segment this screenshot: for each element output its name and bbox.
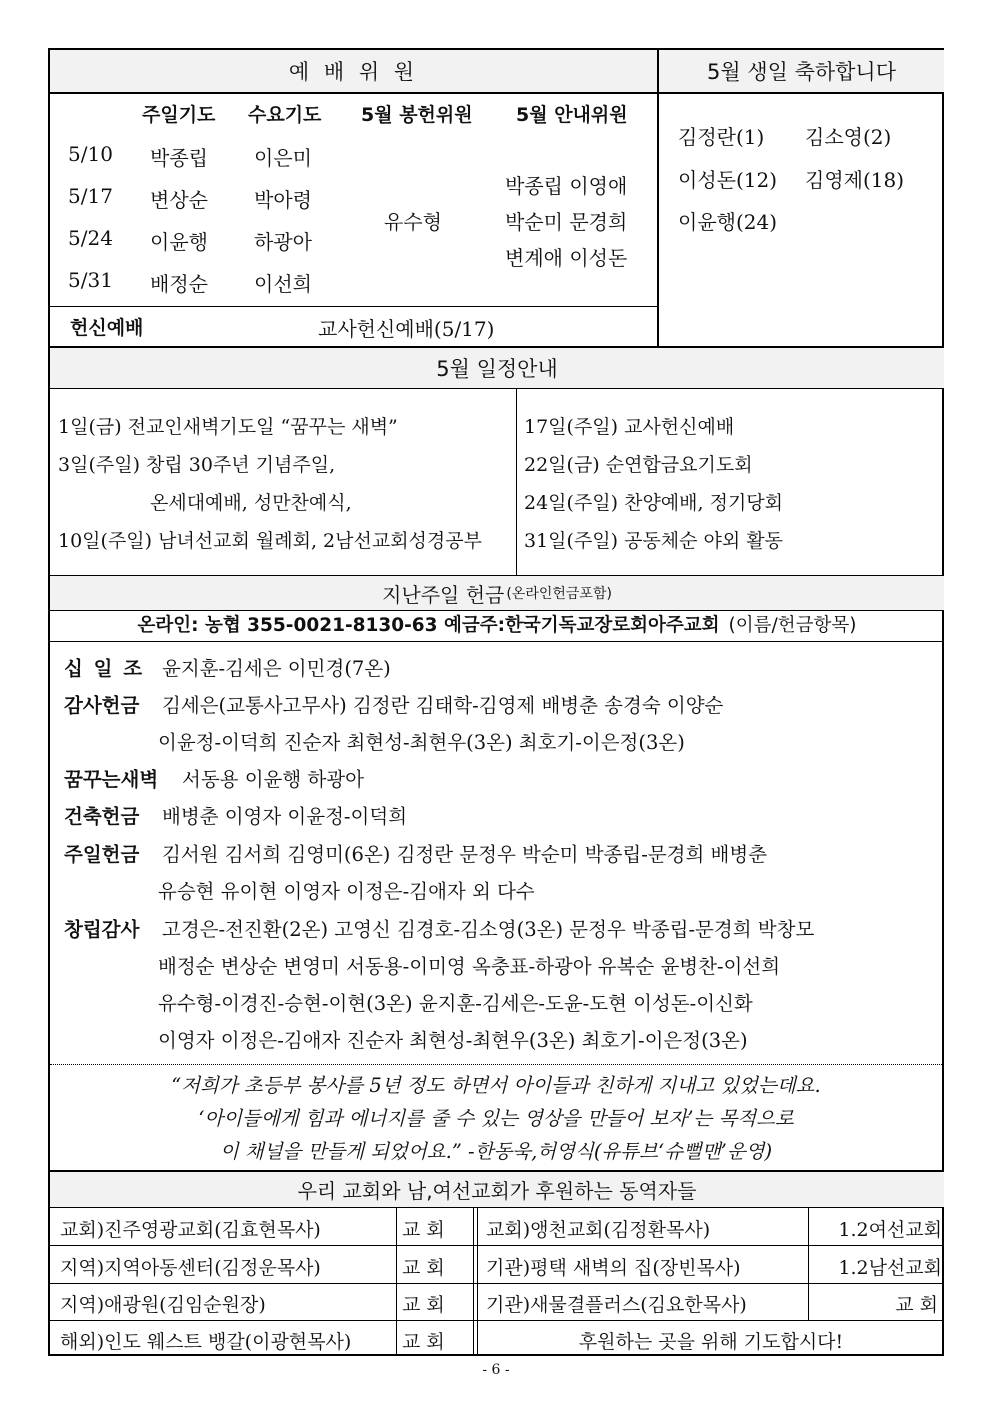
birthday-name: 김정란(1)	[678, 125, 765, 149]
offering-line: 김서원 김서희 김영미(6온) 김정란 문정우 박순미 박종립-문경희 배병춘	[162, 843, 768, 866]
birthday-title: 5월 생일 축하합니다	[707, 60, 896, 84]
offering-line: 배정순 변상순 변영미 서동용-이미영 옥충표-하광아 유복순 윤병찬-이선희	[158, 955, 781, 978]
col-ushers: 5월 안내위원	[516, 104, 628, 126]
row-wednesday: 박아령	[254, 188, 312, 212]
col-sunday-prayer: 주일기도	[142, 104, 216, 126]
schedule-item: 31일(주일) 공동체순 야외 활동	[524, 530, 784, 552]
supporter-name: 지역)지역아동센터(김정운목사)	[60, 1257, 321, 1279]
quote-line: ‘아이들에게 힘과 에너지를 줄 수 있는 영상을 만들어 보자’는 목적으로	[198, 1107, 794, 1130]
dedication-value: 교사헌신예배(5/17)	[318, 317, 495, 341]
supporter-name: 기관)새물결플러스(김요한목사)	[486, 1294, 747, 1316]
row-sunday: 변상순	[150, 188, 208, 212]
offering-account-row	[50, 611, 944, 641]
prayer-note: 후원하는 곳을 위해 기도합시다!	[578, 1331, 844, 1353]
page-number: - 6 -	[482, 1362, 510, 1378]
offering-line: 이윤정-이덕희 진순자 최현성-최현우(3온) 최호기-이은정(3온)	[158, 731, 685, 754]
offering-line: 유승현 유이현 이영자 이정은-김애자 외 다수	[158, 880, 535, 903]
offering-account-note: (이름/헌금항목)	[728, 615, 857, 636]
row-sunday: 배정순	[150, 272, 208, 296]
offering-header	[50, 576, 944, 610]
offering-line: 이영자 이정은-김애자 진순자 최현성-최현우(3온) 최호기-이은정(3온)	[158, 1029, 748, 1052]
supporter-by: 교 회	[402, 1219, 445, 1241]
supporter-name: 지역)애광원(김임순원장)	[60, 1294, 266, 1316]
supporter-by: 교 회	[402, 1294, 445, 1316]
schedule-header	[50, 348, 944, 388]
row-sunday: 박종립	[150, 146, 208, 170]
row-wednesday: 이선희	[254, 272, 312, 296]
row-wednesday: 이은미	[254, 146, 312, 170]
birthday-name: 김영제(18)	[805, 168, 905, 192]
offering-title-note: (온라인헌금포함)	[506, 586, 612, 602]
offering-label-founding: 창립감사	[64, 918, 140, 941]
offering-account: 온라인: 농협 355-0021-8130-63 예금주:한국기독교장로회아주교회	[137, 615, 720, 636]
schedule-item: 22일(금) 순연합금요기도회	[524, 454, 753, 476]
offering-label-thanks: 감사헌금	[64, 694, 140, 717]
offering-committee-name: 유수형	[384, 210, 442, 234]
bulletin-page-frame	[48, 48, 944, 1356]
worship-committee-title: 예 배 위 원	[288, 60, 419, 84]
schedule-item: 10일(주일) 남녀선교회 월례회, 2남선교회성경공부	[58, 530, 482, 552]
col-offering-committee: 5월 봉헌위원	[361, 104, 473, 126]
birthday-name: 김소영(2)	[805, 125, 892, 149]
supporters-title: 우리 교회와 남,여선교회가 후원하는 동역자들	[297, 1179, 697, 1203]
offering-line: 고경은-전진환(2온) 고영신 김경호-김소영(3온) 문정우 박종립-문경희 박창모	[162, 918, 815, 941]
supporter-name: 기관)평택 새벽의 집(장빈목사)	[486, 1257, 741, 1279]
schedule-item: 24일(주일) 찬양예배, 정기당회	[524, 492, 784, 514]
schedule-item: 3일(주일) 창립 30주년 기념주일,	[58, 454, 336, 476]
supporter-name: 교회)앵천교회(김정환목사)	[486, 1219, 711, 1241]
row-sunday: 이윤행	[150, 230, 208, 254]
offering-line: 서동용 이윤행 하광아	[182, 768, 364, 791]
row-date: 5/24	[68, 226, 113, 250]
offering-label-tithe: 십 일 조	[64, 657, 145, 680]
schedule-item: 1일(금) 전교인새벽기도일 “꿈꾸는 새벽”	[58, 416, 398, 438]
worship-committee-header	[50, 50, 657, 92]
offering-title: 지난주일 헌금	[382, 582, 505, 607]
usher-line: 변계애 이성돈	[505, 246, 628, 270]
row-wednesday: 하광아	[254, 230, 312, 254]
birthday-name: 이윤행(24)	[678, 210, 778, 234]
supporter-name: 해외)인도 웨스트 뱅갈(이광현목사)	[60, 1331, 352, 1353]
row-date: 5/10	[68, 142, 113, 166]
offering-line: 윤지훈-김세은 이민경(7온)	[162, 657, 391, 680]
schedule-item: 17일(주일) 교사헌신예배	[524, 416, 735, 438]
offering-label-dawn: 꿈꾸는새벽	[64, 768, 159, 791]
quote-line: “저희가 초등부 봉사를 5년 정도 하면서 아이들과 친하게 지내고 있었는데요.	[171, 1074, 821, 1097]
usher-line: 박종립 이영애	[505, 174, 628, 198]
supporter-by: 교 회	[402, 1331, 445, 1353]
offering-line: 배병춘 이영자 이윤정-이덕희	[162, 805, 408, 828]
quote-line: 이 채널을 만들게 되었어요.” -한동욱,허영식(유튜브‘슈뻘맨’운영)	[219, 1140, 773, 1163]
row-date: 5/17	[68, 184, 113, 208]
offering-label-building: 건축헌금	[64, 805, 140, 828]
schedule-item: 온세대예배, 성만찬예식,	[150, 492, 352, 514]
supporter-by: 교 회	[402, 1257, 445, 1279]
offering-label-sunday: 주일헌금	[64, 843, 140, 866]
supporter-by: 교 회	[895, 1294, 938, 1316]
dedication-label: 헌신예배	[70, 317, 144, 339]
birthday-header	[659, 50, 944, 92]
col-wednesday-prayer: 수요기도	[248, 104, 322, 126]
supporters-header	[50, 1172, 944, 1207]
offering-line: 유수형-이경진-승현-이현(3온) 윤지훈-김세은-도윤-도현 이성돈-이신화	[158, 992, 753, 1015]
supporter-by: 1.2여선교회	[838, 1219, 942, 1241]
supporter-name: 교회)진주영광교회(김효현목사)	[60, 1219, 321, 1241]
schedule-title: 5월 일정안내	[436, 357, 558, 381]
usher-line: 박순미 문경희	[505, 210, 628, 234]
supporter-by: 1.2남선교회	[838, 1257, 942, 1279]
birthday-name: 이성돈(12)	[678, 168, 778, 192]
row-date: 5/31	[68, 268, 113, 292]
offering-line: 김세은(교통사고무사) 김정란 김태학-김영제 배병춘 송경숙 이양순	[162, 694, 724, 717]
